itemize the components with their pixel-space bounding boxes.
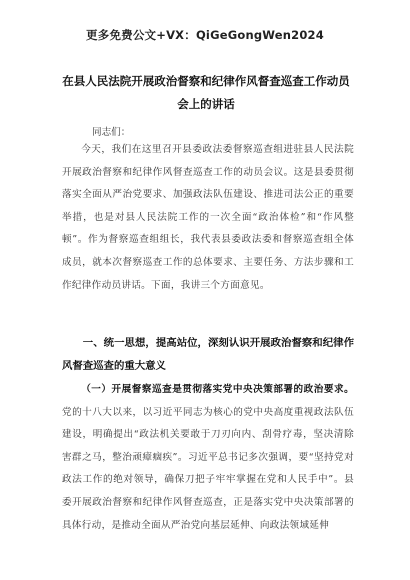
salutation: 同志们： [92,127,131,138]
paragraph-section-1-1 [62,379,354,537]
paragraph-section-1-1-text: 党的十八大以来，以习近平同志为核心的党中央高度重视政法队伍建设，明确提出“政法机关要敢于刀刃向内、刮骨疗毒，坚决清除害群之马，整治顽瘴痼疾”。习近平总书记多次强调，要“坚持党对政法工作的绝对领导，确保刀把子牢牢掌握在党和人民手中”。县委开展政治督察和纪律作风督查巡查，正是落实党中央决策部署的具体行动，是推动全面从严治党向基层延伸、向政法领域延伸 [62,406,354,531]
paragraph-intro: 今天，我们在这里召开县委政法委督察巡查组进驻县人民法院开展政治督察和纪律作风督查巡查工作的动员会议。这是县委贯彻落实全面从严治党要求、加强政法队伍建设、推进司法公正的重要举措，也是对县人民法院工作的一次全面“政治体检”和“作风整顿”。作为督察巡查组组长，我代表县委政法委和督察巡查组全体成员，就本次督察巡查工作的总体要求、主要任务、方法步骤和工作纪律作动员讲话。下面，我讲三个方面意见。 [62,144,354,291]
document-title: 在县人民法院开展政治督察和纪律作风督查巡查工作动员会上的讲话 [62,74,350,111]
subheading-1-1: （一）开展督察巡查是贯彻落实党中央决策部署的政治要求。 [81,384,354,395]
watermark-header: 更多免费公文+VX：QiGeGongWen2024 [86,28,324,42]
section-heading-1: 一、统一思想，提高站位，深刻认识开展政治督察和纪律作风督查巡查的重大意义 [62,337,354,372]
